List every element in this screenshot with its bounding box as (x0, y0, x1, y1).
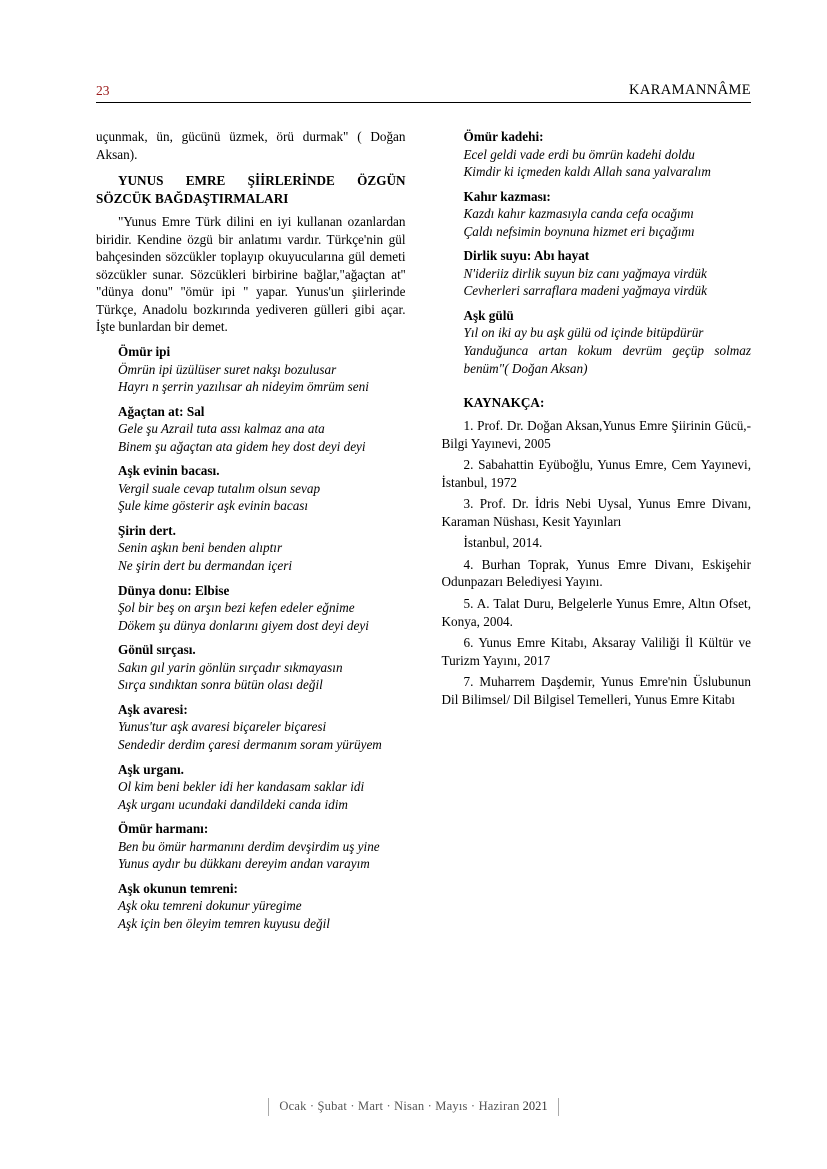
entry (96, 820, 406, 873)
entry-heading: Dünya donu: Elbise (118, 582, 230, 598)
body-paragraph: "Yunus Emre Türk dilini en iyi kullanan ozanlardan biridir. Kendine özgü bir anlatımı vardır. Türkçe'nin gül bahçesinden sözcükler toplayıp okuyucularına gül demeti sözcükler sunar. Sözcükleri birbirine bağlar,"ağaçtan at'' "dünya donu'' ''ömür ipi '' yapar. Yunus'un şiirlerinde Türkçe, Anadolu bozkırında yediveren gülleri gibi açar. İşte bunlardan bir demet. (96, 214, 406, 335)
entry-heading: Aşk okunun temreni: (118, 880, 238, 896)
entry-line: Sırça sındıktan sonra bütün olası değil (118, 677, 323, 693)
entry-line: Gele şu Azrail tuta assı kalmaz ana ata (118, 421, 325, 437)
left-column (96, 128, 406, 932)
entry-line: Aşk için ben öleyim temren kuyusu değil (118, 915, 330, 931)
entry (96, 880, 406, 933)
entry-line: Ecel geldi vade erdi bu ömrün kadehi doldu (463, 146, 695, 162)
entry (96, 641, 406, 694)
entry-line: Yunus'tur aşk avaresi biçareler biçaresi (118, 719, 327, 735)
entry-line: Sendedir derdim çaresi dermanım soram yürüyem (118, 736, 382, 752)
entry-line: Ne şirin dert bu dermandan içeri (118, 558, 292, 574)
entry-heading: Ömür kadehi: (463, 129, 544, 144)
bibliography-item: 6. Yunus Emre Kitabı, Aksaray Valiliği İl Kültür ve Turizm Yayını, 2017 (441, 635, 751, 668)
entry-line: Binem şu ağaçtan ata gidem hey dost deyi deyi (118, 438, 366, 454)
footer-divider-left (268, 1098, 269, 1116)
entry-line: Kazdı kahır kazmasıyla canda cefa ocağımı (463, 206, 694, 222)
entry (96, 462, 406, 515)
entry (442, 188, 752, 241)
entry-line: Aşk oku temreni dokunur yüregime (118, 898, 302, 914)
entry (96, 403, 406, 456)
intro-paragraph: uçunmak, ün, gücünü üzmek, örü durmak" ( Doğan Aksan). (96, 129, 406, 162)
entry-heading: Kahır kazması: (463, 188, 551, 204)
entry-line: Ben bu ömür harmanını derdim devşirdim uş yine (118, 838, 380, 854)
bibliography-item: İstanbul, 2014. (463, 535, 543, 551)
bibliography-item: 2. Sabahattin Eyüboğlu, Yunus Emre, Cem Yayınevi, İstanbul, 1972 (441, 457, 751, 490)
entry-line: Aşk urganı ucundaki dandildeki canda idim (118, 796, 348, 812)
entry-heading: Aşk avaresi: (118, 701, 188, 717)
entry (96, 701, 406, 754)
footer-year: 2021 (522, 1098, 548, 1113)
bibliography-heading: KAYNAKÇA: (463, 395, 545, 411)
entry (442, 307, 752, 377)
entry-heading: Dirlik suyu: Abı hayat (463, 248, 590, 264)
footer-divider-right (558, 1098, 559, 1116)
entry-line: Hayrı n şerrin yazılısar ah nideyim ömrüm seni (118, 379, 369, 395)
entry (442, 128, 752, 181)
entry-heading: Aşk urganı. (118, 761, 184, 777)
entry-line: Şol bir beş on arşın bezi kefen edeler eğnime (118, 600, 355, 616)
header-title: KARAMANNÂME (628, 82, 751, 98)
bibliography-item: 4. Burhan Toprak, Yunus Emre Divanı, Eskişehir Odunpazarı Belediyesi Yayını. (441, 556, 751, 590)
entry-heading: Ömür harmanı: (118, 821, 209, 837)
right-column (442, 128, 752, 932)
entry-line: Dökem şu dünya donlarını giyem dost deyi deyi (118, 617, 369, 633)
entry (96, 582, 406, 635)
bibliography-item: 5. A. Talat Duru, Belgelerle Yunus Emre, Altın Ofset, Konya, 2004. (441, 596, 751, 629)
bibliography-item: 7. Muharrem Daşdemir, Yunus Emre'nin Üslubunun Dil Bilimsel/ Dil Bilgisel Temelleri, Yunus Emre Kitabı (441, 674, 751, 707)
entry (442, 247, 752, 300)
entry-line: Yıl on iki ay bu aşk gülü od içinde bitüpdürür (463, 325, 704, 341)
entry (96, 522, 406, 575)
page-header (96, 82, 751, 103)
entry-line: Cevherleri sarraflara madeni yağmaya virdük (463, 283, 707, 299)
entry-heading: Aşk gülü (463, 307, 514, 323)
entry (96, 761, 406, 814)
entry-heading: Aşk evinin bacası. (118, 463, 220, 479)
two-column-body (96, 128, 751, 932)
entry-line: Ol kim beni bekler idi her kandasam saklar idi (118, 779, 365, 795)
entry-line: Vergil suale cevap tutalım olsun sevap (118, 480, 321, 496)
entry-line: Çaldı nefsimin boynuna hizmet eri bıçağımı (463, 223, 695, 239)
entry-line: Şule kime gösterir aşk evinin bacası (118, 498, 309, 514)
entry-list-left (96, 343, 406, 932)
bibliography-list (442, 417, 752, 708)
footer-months: Ocak · Şubat · Mart · Nisan · Mayıs · Haziran (279, 1098, 520, 1113)
page-number: 23 (96, 83, 110, 98)
entry (96, 343, 406, 396)
entry-heading: Şirin dert. (118, 522, 176, 538)
entry-line: Ömrün ipi üzülüser suret nakşı bozulusar (118, 361, 337, 377)
entry-line: Yunus aydır bu dükkanı dereyim andan varayım (118, 856, 370, 872)
entry-line: Yanduğunca artan kokum devrüm geçüp solmaz benüm"( Doğan Aksan) (463, 343, 751, 376)
entry-line: Senin aşkın beni benden alıptır (118, 540, 283, 556)
entry-heading: Gönül sırçası. (118, 642, 196, 658)
bibliography-item: 1. Prof. Dr. Doğan Aksan,Yunus Emre Şiirinin Gücü,-Bilgi Yayınevi, 2005 (441, 418, 751, 451)
bibliography-item: 3. Prof. Dr. İdris Nebi Uysal, Yunus Emre Divanı, Karaman Nüshası, Kesit Yayınları (441, 496, 751, 529)
entry-list-right (442, 128, 752, 377)
entry-line: Sakın gıl yarin gönlün sırçadır sıkmayasın (118, 659, 343, 675)
entry-heading: Ağaçtan at: Sal (118, 403, 205, 419)
section-heading: YUNUS EMRE ŞİİRLERİNDE ÖZGÜN SÖZCÜK BAĞDAŞTIRMALARI (96, 173, 406, 206)
entry-heading: Ömür ipi (118, 344, 171, 360)
page-footer (0, 1098, 827, 1116)
entry-line: N'ideriiz dirlik suyun biz canı yağmaya virdük (463, 265, 707, 281)
entry-line: Kimdir ki içmeden kaldı Allah sana yalvaralım (463, 164, 711, 180)
